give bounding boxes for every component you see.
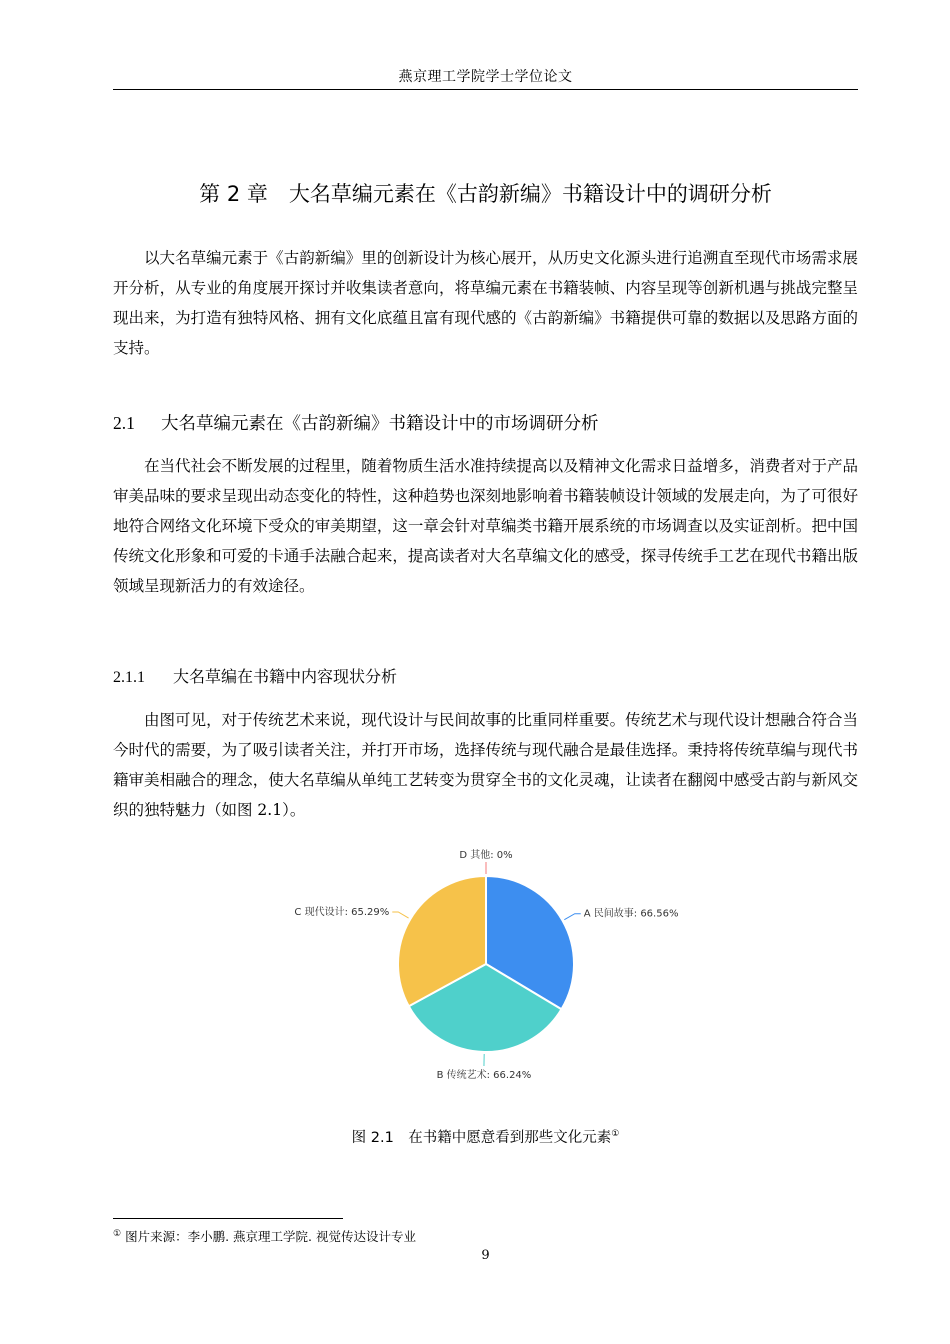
section-heading xyxy=(113,410,599,435)
intro-paragraph: 以大名草编元素于《古韵新编》里的创新设计为核心展开，从历史文化源头进行追溯直至现代市场需求展开分析，从专业的角度展开探讨并收集读者意向，将草编元素在书籍装帧、内容呈现等创新机遇与挑战完整呈现出来，为打造有独特风格、拥有文化底蕴且富有现代感的《古韵新编》书籍提供可靠的数据以及思路方面的支持。 xyxy=(113,249,858,357)
running-header: 燕京理工学院学士学位论文 xyxy=(398,69,573,85)
subsection-number: 2.1.1 xyxy=(113,669,145,686)
subsection-heading xyxy=(113,664,397,687)
subsection-paragraph: 由图可见，对于传统艺术来说，现代设计与民间故事的比重同样重要。传统艺术与现代设计想融合符合当今时代的需要，为了吸引读者关注，并打开市场，选择传统与现代融合是最佳选择。秉持将传统草编与现代书籍审美相融合的理念，使大名草编从单纯工艺转变为贯穿全书的文化灵魂，让读者在翻阅中感受古韵与新风交织的独特魅力（如图 2.1）。 xyxy=(113,711,858,819)
section-paragraph: 在当代社会不断发展的过程里，随着物质生活水准持续提高以及精神文化需求日益增多，消费者对于产品审美品味的要求呈现出动态变化的特性，这种趋势也深刻地影响着书籍装帧设计领域的发展走向，为了可很好地符合网络文化环境下受众的审美期望，这一章会针对草编类书籍开展系统的市场调查以及实证剖析。把中国传统文化形象和可爱的卡通手法融合起来，提高读者对大名草编文化的感受，探寻传统手工艺在现代书籍出版领域呈现新活力的有效途径。 xyxy=(113,457,858,595)
figure-caption-text: 图 2.1 在书籍中愿意看到那些文化元素 xyxy=(351,1130,612,1146)
pie-label-a: A 民间故事: 66.56% xyxy=(583,908,679,920)
pie-label-d: D 其他: 0% xyxy=(459,850,513,861)
footnote-mark: ① xyxy=(113,1228,122,1239)
footnote-text: 图片来源：李小鹏. 燕京理工学院. 视觉传达设计专业 xyxy=(125,1229,416,1244)
pie-label-c: C 现代设计: 65.29% xyxy=(294,906,390,918)
chapter-title: 第 2 章 大名草编元素在《古韵新编》书籍设计中的调研分析 xyxy=(199,182,772,206)
figure-caption xyxy=(113,1126,858,1147)
pie-leader-line-a xyxy=(564,914,580,920)
footnote-rule xyxy=(113,1218,343,1219)
page-number: 9 xyxy=(481,1248,490,1263)
header-rule xyxy=(113,89,858,90)
subsection-title: 大名草编在书籍中内容现状分析 xyxy=(173,667,398,686)
section-number: 2.1 xyxy=(113,413,135,433)
figure-caption-footnote-mark: ① xyxy=(611,1129,620,1140)
section-title: 大名草编元素在《古韵新编》书籍设计中的市场调研分析 xyxy=(161,414,599,434)
pie-leader-line-c xyxy=(392,912,408,918)
pie-chart xyxy=(270,850,690,1108)
pie-label-b: B 传统艺术: 66.24% xyxy=(436,1069,532,1081)
footnote xyxy=(113,1227,416,1245)
